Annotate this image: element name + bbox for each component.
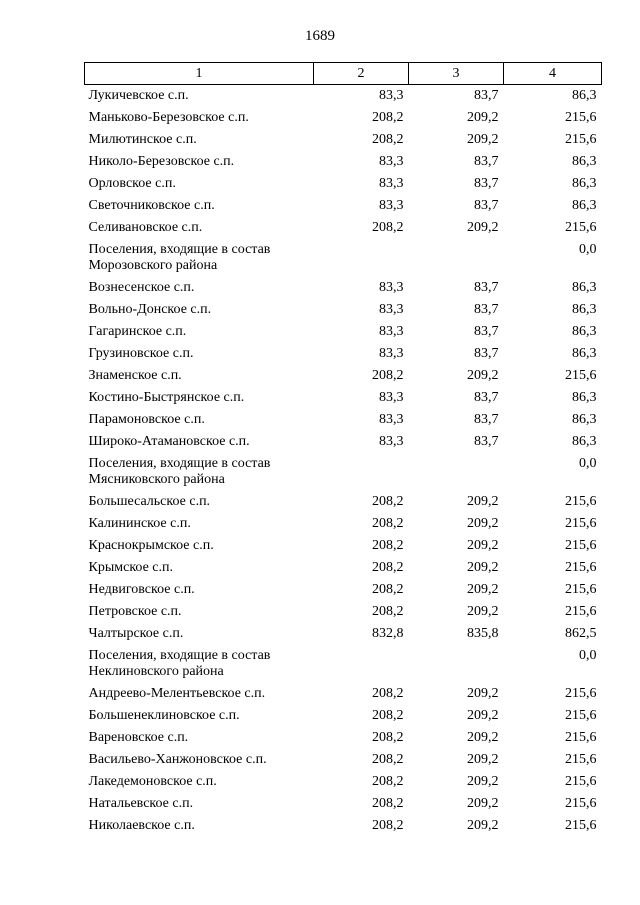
row-name-cell: Поселения, входящие в состав Морозовского района bbox=[88, 241, 271, 273]
row-value-col-4: 215,6 bbox=[565, 817, 597, 833]
row-value-col-4: 86,3 bbox=[572, 175, 597, 191]
table-row bbox=[85, 299, 602, 321]
row-value-col-3: 83,7 bbox=[474, 411, 499, 427]
row-name-cell: Петровское с.п. bbox=[88, 603, 182, 619]
row-value-col-4: 862,5 bbox=[565, 625, 597, 641]
table-row bbox=[85, 749, 602, 771]
table-row bbox=[85, 815, 602, 837]
row-value-col-3: 209,2 bbox=[467, 109, 499, 125]
header-col-2: 2 bbox=[314, 63, 409, 85]
row-name-cell: Знаменское с.п. bbox=[88, 367, 182, 383]
row-value-col-3: 209,2 bbox=[467, 219, 499, 235]
row-value-col-2: 83,3 bbox=[379, 323, 404, 339]
table-row bbox=[85, 217, 602, 239]
row-name-cell: Крымское с.п. bbox=[88, 559, 173, 575]
header-row bbox=[85, 63, 602, 85]
row-value-col-4: 215,6 bbox=[565, 685, 597, 701]
table-header bbox=[85, 63, 602, 85]
row-value-col-3: 83,7 bbox=[474, 433, 499, 449]
row-name-cell: Вольно-Донское с.п. bbox=[88, 301, 212, 317]
row-name-cell: Светочниковское с.п. bbox=[88, 197, 215, 213]
row-value-col-2: 208,2 bbox=[372, 109, 404, 125]
row-value-col-3: 209,2 bbox=[467, 515, 499, 531]
table-row bbox=[85, 705, 602, 727]
table-row bbox=[85, 85, 602, 107]
table-row bbox=[85, 623, 602, 645]
row-value-col-4: 86,3 bbox=[572, 88, 597, 103]
row-value-col-3: 209,2 bbox=[467, 367, 499, 383]
table-section-row bbox=[85, 239, 602, 277]
row-name-cell: Костино-Быстрянское с.п. bbox=[88, 389, 245, 405]
row-value-col-4: 86,3 bbox=[572, 411, 597, 427]
row-value-col-3: 209,2 bbox=[467, 131, 499, 147]
row-value-col-2: 208,2 bbox=[372, 795, 404, 811]
table-row bbox=[85, 793, 602, 815]
row-value-col-4: 215,6 bbox=[565, 131, 597, 147]
row-name-cell: Орловское с.п. bbox=[88, 175, 176, 191]
row-value-col-3: 83,7 bbox=[474, 389, 499, 405]
row-name-cell: Николаевское с.п. bbox=[88, 817, 195, 833]
row-name-cell: Большенеклиновское с.п. bbox=[88, 707, 240, 723]
row-value-col-4: 215,6 bbox=[565, 795, 597, 811]
row-value-col-4: 215,6 bbox=[565, 219, 597, 235]
row-name-cell: Гагаринское с.п. bbox=[88, 323, 187, 339]
row-value-col-2: 208,2 bbox=[372, 707, 404, 723]
row-value-col-2: 208,2 bbox=[372, 773, 404, 789]
table-row bbox=[85, 683, 602, 705]
row-value-col-3: 835,8 bbox=[467, 625, 499, 641]
header-col-4: 4 bbox=[504, 63, 602, 85]
row-name-cell: Парамоновское с.п. bbox=[88, 411, 205, 427]
row-value-col-2: 208,2 bbox=[372, 581, 404, 597]
table-row bbox=[85, 277, 602, 299]
table-row bbox=[85, 321, 602, 343]
row-value-col-2: 83,3 bbox=[379, 197, 404, 213]
row-value-col-4: 86,3 bbox=[572, 345, 597, 361]
row-value-col-2: 83,3 bbox=[379, 301, 404, 317]
row-name-cell: Лукичевское с.п. bbox=[88, 88, 189, 103]
row-value-col-2: 208,2 bbox=[372, 729, 404, 745]
row-value-col-2: 208,2 bbox=[372, 219, 404, 235]
row-value-col-2: 83,3 bbox=[379, 153, 404, 169]
table-row bbox=[85, 579, 602, 601]
row-value-col-3: 209,2 bbox=[467, 685, 499, 701]
row-value-col-3: 209,2 bbox=[467, 559, 499, 575]
row-value-col-2: 83,3 bbox=[379, 279, 404, 295]
row-name-cell: Натальевское с.п. bbox=[88, 795, 194, 811]
row-name-cell: Селивановское с.п. bbox=[88, 219, 203, 235]
row-value-col-3: 209,2 bbox=[467, 773, 499, 789]
row-name-cell: Широко-Атамановское с.п. bbox=[88, 433, 250, 449]
row-value-col-3: 83,7 bbox=[474, 279, 499, 295]
row-value-col-4: 0,0 bbox=[579, 241, 597, 257]
table-row bbox=[85, 151, 602, 173]
row-value-col-3: 209,2 bbox=[467, 729, 499, 745]
row-name-cell: Калининское с.п. bbox=[88, 515, 191, 531]
row-value-col-3: 83,7 bbox=[474, 88, 499, 103]
row-name-cell: Лакедемоновское с.п. bbox=[88, 773, 217, 789]
row-value-col-3: 83,7 bbox=[474, 323, 499, 339]
row-name-cell: Поселения, входящие в состав Мясниковского района bbox=[88, 455, 271, 487]
table-row bbox=[85, 409, 602, 431]
row-value-col-2: 83,3 bbox=[379, 389, 404, 405]
row-value-col-3: 209,2 bbox=[467, 493, 499, 509]
row-name-cell: Васильево-Ханжоновское с.п. bbox=[88, 751, 267, 767]
row-value-col-4: 215,6 bbox=[565, 581, 597, 597]
row-value-col-4: 86,3 bbox=[572, 433, 597, 449]
table-row bbox=[85, 343, 602, 365]
row-value-col-2 bbox=[314, 453, 409, 491]
table-row bbox=[85, 601, 602, 623]
row-value-col-3: 209,2 bbox=[467, 537, 499, 553]
row-name-cell: Маньково-Березовское с.п. bbox=[88, 109, 249, 125]
row-value-col-4: 215,6 bbox=[565, 751, 597, 767]
row-value-col-3: 209,2 bbox=[467, 751, 499, 767]
row-value-col-2: 208,2 bbox=[372, 537, 404, 553]
table-row bbox=[85, 387, 602, 409]
row-value-col-3 bbox=[409, 239, 504, 277]
row-name-cell: Вареновское с.п. bbox=[88, 729, 189, 745]
row-name-cell: Поселения, входящие в состав Неклиновского района bbox=[88, 647, 271, 679]
row-value-col-4: 215,6 bbox=[565, 559, 597, 575]
row-value-col-4: 86,3 bbox=[572, 389, 597, 405]
table-row bbox=[85, 557, 602, 579]
row-value-col-3 bbox=[409, 453, 504, 491]
row-value-col-4: 86,3 bbox=[572, 153, 597, 169]
table-row bbox=[85, 491, 602, 513]
table-row bbox=[85, 513, 602, 535]
row-value-col-2: 208,2 bbox=[372, 559, 404, 575]
row-name-cell: Андреево-Мелентьевское с.п. bbox=[88, 685, 266, 701]
row-value-col-2: 208,2 bbox=[372, 685, 404, 701]
row-value-col-3: 83,7 bbox=[474, 197, 499, 213]
row-value-col-3: 83,7 bbox=[474, 153, 499, 169]
row-value-col-4: 215,6 bbox=[565, 773, 597, 789]
header-col-1: 1 bbox=[85, 63, 314, 85]
table-row bbox=[85, 727, 602, 749]
row-value-col-2 bbox=[314, 645, 409, 683]
table-row bbox=[85, 129, 602, 151]
row-value-col-3: 209,2 bbox=[467, 795, 499, 811]
row-value-col-2: 208,2 bbox=[372, 131, 404, 147]
row-value-col-3 bbox=[409, 645, 504, 683]
row-value-col-2: 208,2 bbox=[372, 367, 404, 383]
row-value-col-2: 208,2 bbox=[372, 817, 404, 833]
table-row bbox=[85, 535, 602, 557]
row-value-col-4: 215,6 bbox=[565, 493, 597, 509]
row-value-col-2: 83,3 bbox=[379, 433, 404, 449]
row-value-col-2 bbox=[314, 239, 409, 277]
row-value-col-4: 215,6 bbox=[565, 603, 597, 619]
row-value-col-3: 83,7 bbox=[474, 345, 499, 361]
row-name-cell: Большесальское с.п. bbox=[88, 493, 211, 509]
row-value-col-2: 83,3 bbox=[379, 175, 404, 191]
row-name-cell: Вознесенское с.п. bbox=[88, 279, 195, 295]
table-row bbox=[85, 431, 602, 453]
header-col-3: 3 bbox=[409, 63, 504, 85]
row-name-cell: Николо-Березовское с.п. bbox=[88, 153, 235, 169]
row-value-col-3: 209,2 bbox=[467, 707, 499, 723]
page-number: 1689 bbox=[305, 28, 335, 44]
row-name-cell: Недвиговское с.п. bbox=[88, 581, 195, 597]
row-value-col-3: 83,7 bbox=[474, 175, 499, 191]
row-value-col-4: 215,6 bbox=[565, 515, 597, 531]
row-value-col-3: 83,7 bbox=[474, 301, 499, 317]
row-value-col-2: 208,2 bbox=[372, 493, 404, 509]
row-value-col-2: 208,2 bbox=[372, 751, 404, 767]
row-value-col-4: 215,6 bbox=[565, 707, 597, 723]
row-value-col-2: 832,8 bbox=[372, 625, 404, 641]
row-value-col-2: 83,3 bbox=[379, 411, 404, 427]
row-value-col-3: 209,2 bbox=[467, 603, 499, 619]
row-name-cell: Грузиновское с.п. bbox=[88, 345, 194, 361]
row-value-col-4: 86,3 bbox=[572, 323, 597, 339]
row-value-col-4: 215,6 bbox=[565, 729, 597, 745]
table-row bbox=[85, 173, 602, 195]
table-section-row bbox=[85, 453, 602, 491]
row-value-col-4: 86,3 bbox=[572, 279, 597, 295]
row-value-col-4: 86,3 bbox=[572, 197, 597, 213]
row-value-col-4: 86,3 bbox=[572, 301, 597, 317]
row-value-col-3: 209,2 bbox=[467, 817, 499, 833]
row-value-col-4: 215,6 bbox=[565, 367, 597, 383]
row-value-col-2: 83,3 bbox=[379, 88, 404, 103]
row-value-col-4: 0,0 bbox=[579, 455, 597, 471]
row-name-cell: Чалтырское с.п. bbox=[88, 625, 184, 641]
row-name-cell: Милютинское с.п. bbox=[88, 131, 197, 147]
row-value-col-2: 208,2 bbox=[372, 515, 404, 531]
table-row bbox=[85, 771, 602, 793]
table-body bbox=[85, 85, 602, 837]
row-name-cell: Краснокрымское с.п. bbox=[88, 537, 214, 553]
table-section-row bbox=[85, 645, 602, 683]
table-row bbox=[85, 365, 602, 387]
row-value-col-4: 0,0 bbox=[579, 647, 597, 663]
row-value-col-4: 215,6 bbox=[565, 109, 597, 125]
row-value-col-2: 83,3 bbox=[379, 345, 404, 361]
table-row bbox=[85, 195, 602, 217]
row-value-col-4: 215,6 bbox=[565, 537, 597, 553]
table-row bbox=[85, 107, 602, 129]
row-value-col-2: 208,2 bbox=[372, 603, 404, 619]
row-value-col-3: 209,2 bbox=[467, 581, 499, 597]
data-table bbox=[84, 62, 602, 837]
